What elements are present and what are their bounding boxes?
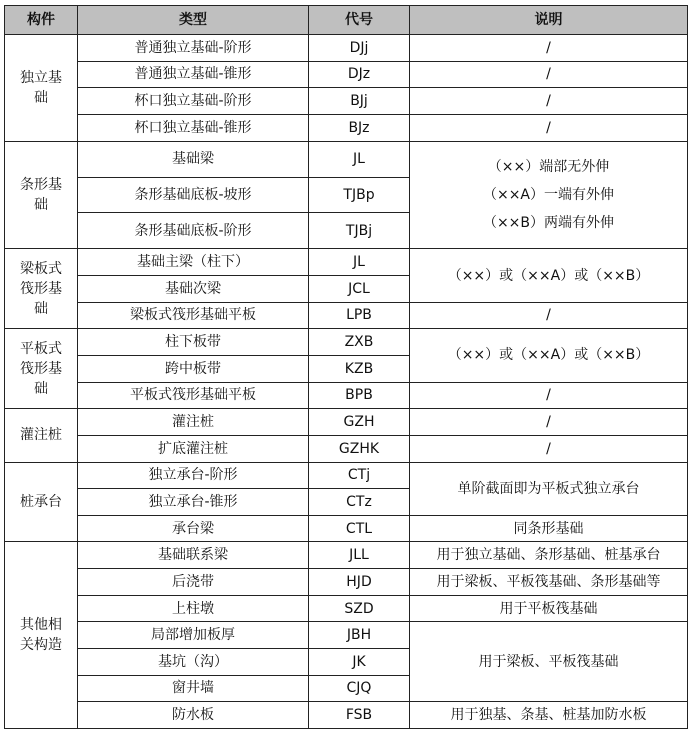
type-cell: 基础梁 xyxy=(78,141,309,177)
note-cell: / xyxy=(410,409,688,436)
code-cell: GZH xyxy=(309,409,410,436)
note-cell: （××）端部无外伸 （××A）一端有外伸 （××B）两端有外伸 xyxy=(410,141,688,249)
type-cell: 基坑（沟） xyxy=(78,649,309,676)
note-cell: 用于梁板、平板筏基础 xyxy=(410,622,688,702)
type-cell: 平板式筏形基础平板 xyxy=(78,382,309,409)
code-cell: JK xyxy=(309,649,410,676)
group-label: 桩承台 xyxy=(5,462,78,542)
table-row xyxy=(5,35,688,62)
note-cell: （××）或（××A）或（××B） xyxy=(410,249,688,302)
code-cell: FSB xyxy=(309,702,410,729)
code-cell: DJj xyxy=(309,35,410,62)
note-cell: / xyxy=(410,35,688,62)
code-cell: SZD xyxy=(309,595,410,622)
group-label: 灌注桩 xyxy=(5,409,78,462)
code-cell: BJj xyxy=(309,88,410,115)
type-cell: 基础主梁（柱下） xyxy=(78,249,309,276)
table-row xyxy=(5,382,688,409)
code-cell: ZXB xyxy=(309,329,410,356)
note-cell: 用于独基、条基、桩基加防水板 xyxy=(410,702,688,729)
code-cell: HJD xyxy=(309,569,410,596)
note-cell: （××）或（××A）或（××B） xyxy=(410,329,688,382)
code-cell: CTj xyxy=(309,462,410,489)
note-cell: 用于独立基础、条形基础、桩基承台 xyxy=(410,542,688,569)
table-row xyxy=(5,249,688,276)
note-cell: / xyxy=(410,382,688,409)
code-cell: CTL xyxy=(309,515,410,542)
table-row xyxy=(5,702,688,729)
code-cell: TJBj xyxy=(309,213,410,249)
type-cell: 上柱墩 xyxy=(78,595,309,622)
type-cell: 独立承台-锥形 xyxy=(78,489,309,516)
table-row xyxy=(5,462,688,489)
type-cell: 杯口独立基础-锥形 xyxy=(78,114,309,141)
note-cell: 同条形基础 xyxy=(410,515,688,542)
code-cell: KZB xyxy=(309,355,410,382)
note-cell: 用于梁板、平板筏基础、条形基础等 xyxy=(410,569,688,596)
group-label: 条形基 础 xyxy=(5,141,78,249)
table-row xyxy=(5,302,688,329)
code-cell: JCL xyxy=(309,276,410,303)
type-cell: 局部增加板厚 xyxy=(78,622,309,649)
foundation-code-table xyxy=(4,5,688,729)
table-row xyxy=(5,622,688,649)
note-cell: 单阶截面即为平板式独立承台 xyxy=(410,462,688,515)
type-cell: 普通独立基础-锥形 xyxy=(78,61,309,88)
type-cell: 梁板式筏形基础平板 xyxy=(78,302,309,329)
note-cell: / xyxy=(410,435,688,462)
type-cell: 跨中板带 xyxy=(78,355,309,382)
type-cell: 条形基础底板-阶形 xyxy=(78,213,309,249)
table-row xyxy=(5,114,688,141)
code-cell: LPB xyxy=(309,302,410,329)
code-cell: BJz xyxy=(309,114,410,141)
type-cell: 窗井墙 xyxy=(78,675,309,702)
code-cell: TJBp xyxy=(309,177,410,213)
type-cell: 杯口独立基础-阶形 xyxy=(78,88,309,115)
type-cell: 扩底灌注桩 xyxy=(78,435,309,462)
table-row xyxy=(5,329,688,356)
type-cell: 防水板 xyxy=(78,702,309,729)
code-cell: JL xyxy=(309,249,410,276)
type-cell: 后浇带 xyxy=(78,569,309,596)
code-cell: JLL xyxy=(309,542,410,569)
table-row xyxy=(5,141,688,177)
type-cell: 灌注桩 xyxy=(78,409,309,436)
table-row xyxy=(5,569,688,596)
type-cell: 普通独立基础-阶形 xyxy=(78,35,309,62)
group-label: 独立基 础 xyxy=(5,35,78,142)
header-type: 类型 xyxy=(78,6,309,35)
note-cell: / xyxy=(410,114,688,141)
type-cell: 独立承台-阶形 xyxy=(78,462,309,489)
note-cell: / xyxy=(410,88,688,115)
group-label: 其他相 关构造 xyxy=(5,542,78,729)
header-row xyxy=(5,6,688,35)
code-cell: CTz xyxy=(309,489,410,516)
type-cell: 基础联系梁 xyxy=(78,542,309,569)
type-cell: 条形基础底板-坡形 xyxy=(78,177,309,213)
header-note: 说明 xyxy=(410,6,688,35)
table-row xyxy=(5,61,688,88)
header-component: 构件 xyxy=(5,6,78,35)
table-row xyxy=(5,409,688,436)
table-row xyxy=(5,542,688,569)
note-cell: 用于平板筏基础 xyxy=(410,595,688,622)
type-cell: 柱下板带 xyxy=(78,329,309,356)
group-label: 梁板式 筏形基 础 xyxy=(5,249,78,329)
note-cell: / xyxy=(410,302,688,329)
note-cell: / xyxy=(410,61,688,88)
type-cell: 基础次梁 xyxy=(78,276,309,303)
code-cell: DJz xyxy=(309,61,410,88)
table-row xyxy=(5,435,688,462)
code-cell: CJQ xyxy=(309,675,410,702)
code-cell: BPB xyxy=(309,382,410,409)
table-row xyxy=(5,595,688,622)
header-code: 代号 xyxy=(309,6,410,35)
code-cell: GZHK xyxy=(309,435,410,462)
code-cell: JL xyxy=(309,141,410,177)
code-cell: JBH xyxy=(309,622,410,649)
group-label: 平板式 筏形基 础 xyxy=(5,329,78,409)
table-row xyxy=(5,88,688,115)
type-cell: 承台梁 xyxy=(78,515,309,542)
table-row xyxy=(5,515,688,542)
